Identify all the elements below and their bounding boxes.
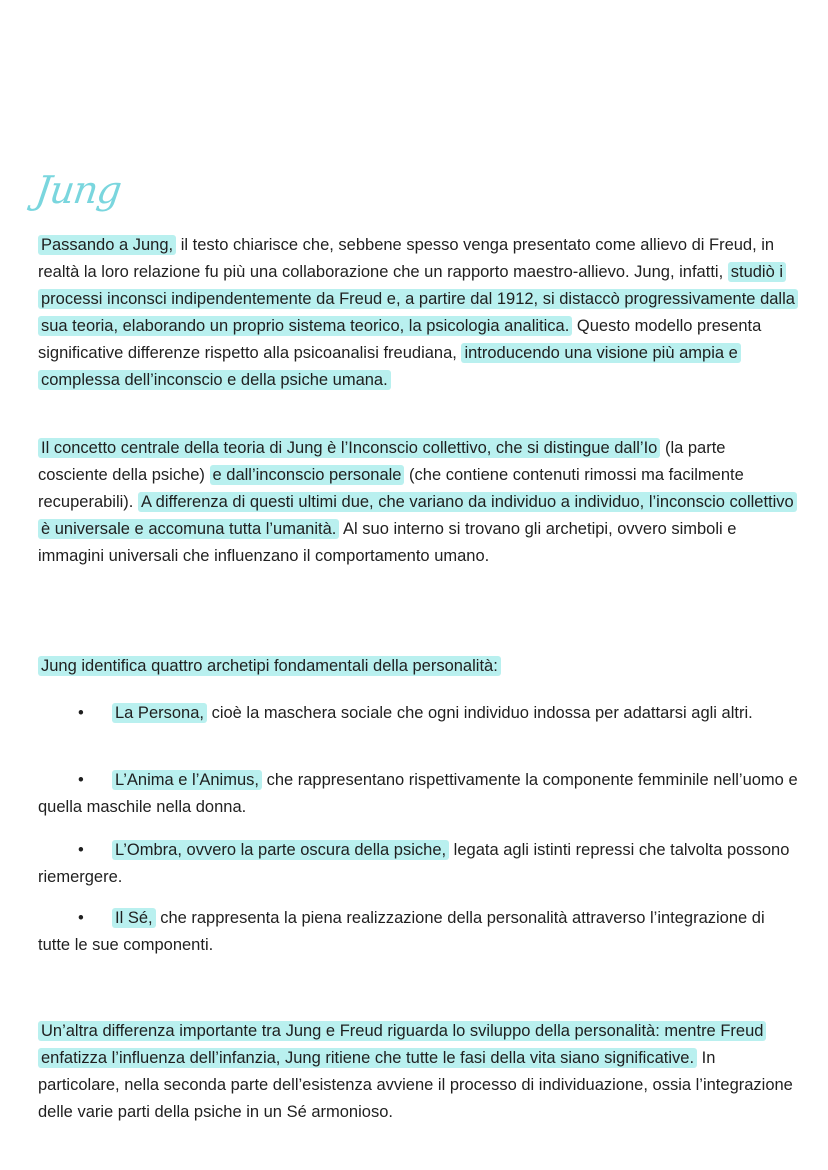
list-item — [38, 700, 798, 727]
page-title: Jung — [32, 168, 124, 212]
highlight: e dall’inconscio personale — [210, 465, 405, 485]
highlight: A differenza di questi ultimi due, che variano da individuo a individuo, l’inconscio collettivo è universale e accomuna tutta l’umanità. — [38, 492, 797, 539]
list-item — [38, 767, 798, 821]
list-item — [38, 837, 798, 891]
highlight: Un’altra differenza importante tra Jung e Freud riguarda lo sviluppo della personalità: mentre Freud enfatizza l’influenza dell’infanzia, Jung ritiene che tutte le fasi della vita siano significative. — [38, 1021, 766, 1068]
highlight: Passando a Jung, — [38, 235, 176, 255]
highlight: Il Sé, — [112, 908, 156, 928]
paragraph-inconscio — [38, 435, 798, 570]
text: Questo modello presenta significative differenze rispetto alla psicoanalisi freudiana, — [38, 317, 762, 362]
list-item — [38, 905, 798, 959]
highlight: L’Ombra, ovvero la parte oscura della psiche, — [112, 840, 449, 860]
bullet-icon: • — [78, 704, 84, 722]
highlight: La Persona, — [112, 703, 207, 723]
text: In particolare, nella seconda parte dell’esistenza avviene il processo di individuazione, ossia l’integrazione delle varie parti della psiche in un Sé armonioso. — [38, 1049, 793, 1121]
paragraph-archetipi-intro — [38, 653, 798, 680]
bullet-icon: • — [78, 841, 84, 859]
highlight: studiò i processi inconsci indipendentemente da Freud e, a partire dal 1912, si distaccò progressivamente dalla sua teoria, elaborando un proprio sistema teorico, la psicologia analitica. — [38, 262, 798, 336]
bullet-icon: • — [78, 909, 84, 927]
text: cioè la maschera sociale che ogni individuo indossa per adattarsi agli altri. — [206, 704, 753, 722]
text: che rappresenta la piena realizzazione della personalità attraverso l’integrazione di tutte le sue componenti. — [38, 909, 765, 954]
text: legata agli istinti repressi che talvolta possono riemergere. — [38, 841, 790, 886]
text: il testo chiarisce che, sebbene spesso venga presentato come allievo di Freud, in realtà la loro relazione fu più una collaborazione che un rapporto maestro-allievo. Jung, infatti, — [38, 236, 775, 281]
highlight: introducendo una visione più ampia e complessa dell’inconscio e della psiche umana. — [38, 343, 741, 390]
text: che rappresentano rispettivamente la componente femminile nell’uomo e quella maschile nella donna. — [38, 771, 798, 816]
highlight: Jung identifica quattro archetipi fondamentali della personalità: — [38, 656, 501, 676]
text: (la parte cosciente della psiche) — [38, 439, 726, 484]
text: Al suo interno si trovano gli archetipi, ovvero simboli e immagini universali che influenzano il comportamento umano. — [38, 520, 737, 565]
paragraph-sviluppo — [38, 1018, 798, 1126]
bullet-icon: • — [78, 771, 84, 789]
highlight: L’Anima e l’Animus, — [112, 770, 262, 790]
text: (che contiene contenuti rimossi ma facilmente recuperabili). — [38, 466, 744, 511]
highlight: Il concetto centrale della teoria di Jung è l’Inconscio collettivo, che si distingue dall’Io — [38, 438, 660, 458]
paragraph-intro — [38, 232, 798, 394]
